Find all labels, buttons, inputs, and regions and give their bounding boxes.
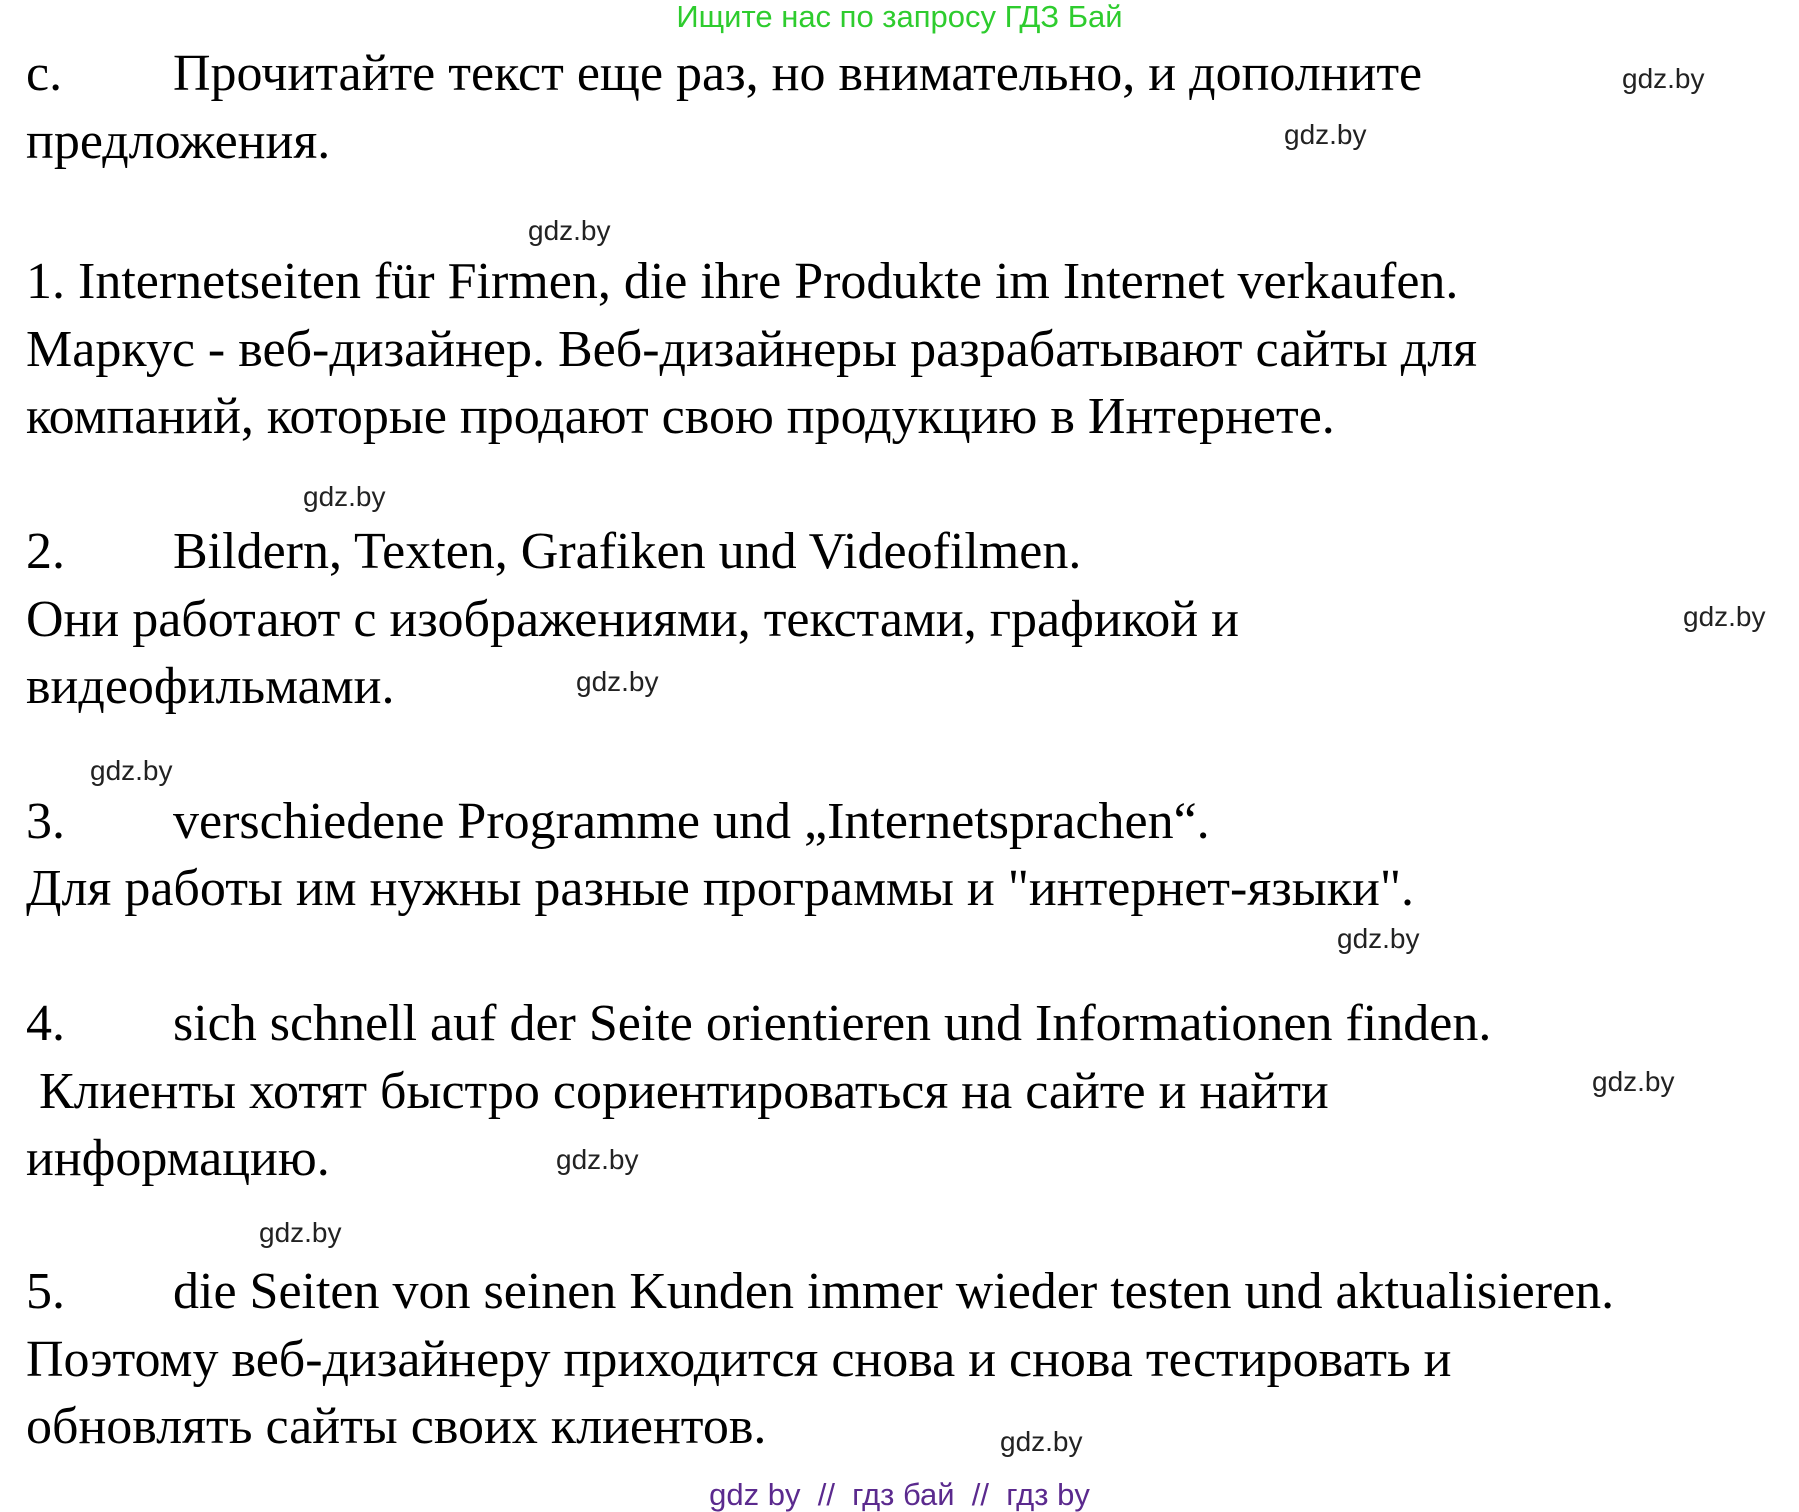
item-1-translation-2: компаний, которые продают свою продукцию в Интернете. — [26, 388, 1335, 445]
watermark: gdz.by — [1284, 119, 1367, 150]
watermark: gdz.by — [259, 1217, 342, 1248]
watermark: gdz.by — [1683, 601, 1766, 632]
item-1-translation-1: Маркус - веб-дизайнер. Веб-дизайнеры разрабатывают сайты для — [26, 321, 1478, 378]
watermark: gdz.by — [1000, 1426, 1083, 1457]
item-4-translation-1: Клиенты хотят быстро сориентироваться на сайте и найти — [26, 1063, 1329, 1120]
top-banner: Ищите нас по запросу ГДЗ Бай — [676, 0, 1123, 34]
item-5-number: 5. — [26, 1263, 65, 1320]
item-1-number: 1. — [26, 253, 65, 310]
watermark: gdz.by — [1622, 63, 1705, 94]
watermark: gdz.by — [90, 755, 173, 786]
item-5-translation-1: Поэтому веб-дизайнеру приходится снова и снова тестировать и — [26, 1331, 1452, 1388]
heading-line-2 — [26, 112, 330, 172]
item-1-german — [26, 252, 1458, 312]
watermark: gdz.by — [1592, 1066, 1675, 1097]
item-2-translation-1: Они работают с изображениями, текстами, графикой и — [26, 591, 1239, 648]
item-2-number: 2. — [26, 523, 65, 580]
item-2-translation-2: видеофильмами. — [26, 658, 395, 715]
watermark: gdz.by — [303, 481, 386, 512]
item-1-german-text: Internetseiten für Firmen, die ihre Produkte im Internet verkaufen. — [78, 253, 1459, 310]
item-3-german-text: verschiedene Programme und „Internetsprachen“. — [173, 793, 1210, 850]
item-4-number: 4. — [26, 995, 65, 1052]
item-3-translation-1: Для работы им нужны разные программы и "интернет-языки". — [26, 860, 1415, 917]
watermark: gdz.by — [576, 666, 659, 697]
watermark: gdz.by — [1337, 923, 1420, 954]
item-4-german-text: sich schnell auf der Seite orientieren und Informationen finden. — [173, 995, 1492, 1052]
footer-links: gdz by // гдз бай // гдз by — [709, 1477, 1090, 1512]
item-2-german — [26, 522, 1081, 582]
heading-text-2: предложения. — [26, 113, 331, 170]
item-5-translation-2: обновлять сайты своих клиентов. — [26, 1398, 767, 1455]
item-4-german — [26, 994, 1491, 1054]
heading-text-1: Прочитайте текст еще раз, но внимательно, и дополните — [173, 45, 1423, 102]
item-5-german — [26, 1262, 1614, 1322]
watermark: gdz.by — [556, 1144, 639, 1175]
item-2-german-text: Bildern, Texten, Grafiken und Videofilmen. — [173, 523, 1082, 580]
item-4-translation-2: информацию. — [26, 1130, 330, 1187]
item-5-german-text: die Seiten von seinen Kunden immer wieder testen und aktualisieren. — [173, 1263, 1615, 1320]
heading-line-1 — [26, 44, 1422, 104]
watermark: gdz.by — [528, 215, 611, 246]
item-3-number: 3. — [26, 793, 65, 850]
item-3-german — [26, 792, 1210, 852]
heading-label: c. — [26, 45, 63, 102]
